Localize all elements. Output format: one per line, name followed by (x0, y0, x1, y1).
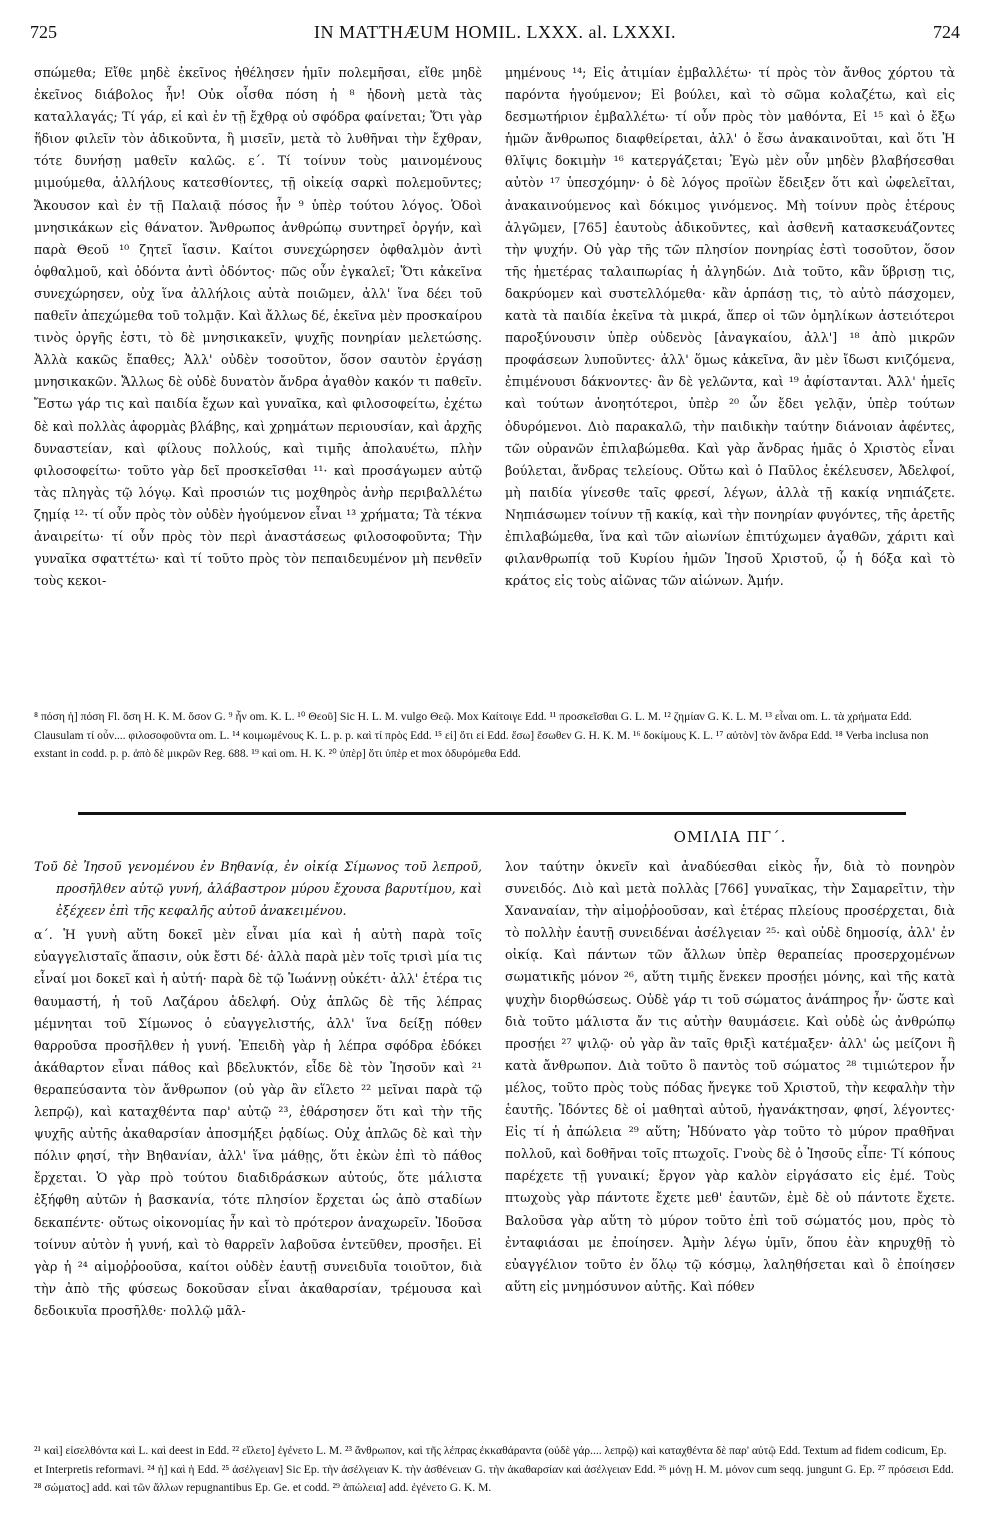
page-number-right: 724 (933, 22, 960, 42)
running-title: IN MATTHÆUM HOMIL. LXXX. al. LXXXI. (314, 22, 676, 42)
section-divider (78, 812, 906, 815)
running-header (30, 22, 960, 48)
homily-title: ΟΜΙΛΙΑ ΠΓ΄. (673, 828, 787, 846)
top-left-column (34, 62, 482, 592)
bottom-left-column (34, 856, 482, 1322)
homily-title-block (505, 826, 955, 852)
top-left-text: σπώμεθα; Εἴθε μηδὲ ἐκεῖνος ἠθέλησεν ἡμῖν πολεμῆσαι, εἴθε μηδὲ ἐκεῖνος διάβολος ἦν! Οὐκ οἶσθα πόση ἡ ⁸ ἡδονὴ μετὰ τὰς καταλλαγάς; Τί γάρ, εἰ καὶ ἐν τῇ ἔχθρᾳ οὐ σφόδρα φαίνεται; Ὅτι γὰρ ἥδιον φιλεῖν τὸν ἀδικοῦντα, ἢ μισεῖν, μετὰ τὸ λυθῆναι τὴν ἔχθραν, τότε δυνήσῃ μαθεῖν καλῶς. ε΄. Τί τοίνυν τοὺς μαινομένους μιμούμεθα, ἀλλήλους κατεσθίοντες, τῇ οἰκείᾳ σαρκὶ πολεμοῦντες; Ἄκουσον καὶ ἐν τῇ Παλαιᾷ πόσος ἦν ⁹ ὑπὲρ τούτου λόγος. Ὁδοὶ μνησικάκων εἰς θάνατον. Ἄνθρωπος ἀνθρώπῳ συντηρεῖ ὀργήν, καὶ παρὰ Θεοῦ ¹⁰ ζητεῖ ἴασιν. Καίτοι συνεχώρησεν ὀφθαλμὸν ἀντὶ ὀφθαλμοῦ, καὶ ὀδόντα ἀντὶ ὀδόντος· πῶς οὖν ἐγκαλεῖ; Ὅτι κἀκεῖνα συνεχώρησεν, οὐχ ἵνα ἀλλήλοις αὐτὰ ποιῶμεν, ἀλλ' ἵνα δέει τοῦ παθεῖν ἀπεχώμεθα τοῦ τολμᾷν. Καὶ ἄλλως δέ, ἐκεῖνα μὲν προσκαίρου τινὸς ὀργῆς ἐστι, τὸ δὲ μνησικακεῖν, ψυχῆς πονηρίαν μελετώσης. Ἀλλὰ κακῶς ἔπαθες; Ἀλλ' οὐδὲν τοσοῦτον, ὅσον σαυτὸν ἐργάσῃ μνησικακῶν. Ἄλλως δὲ οὐδὲ δυνατὸν ἄνδρα ἀγαθὸν κακόν τι παθεῖν. Ἔστω γάρ τις καὶ παιδία ἔχων καὶ γυναῖκα, καὶ φιλοσοφείτω, ἐχέτω δὲ καὶ πολλὰς ἀφορμὰς βλάβης, καὶ χρημάτων περιουσίαν, καὶ ἀρχῆς δυναστείαν, καὶ φίλους πολλούς, καὶ τιμῆς ἀπολαυέτω, πλὴν φιλοσοφείτω· τοῦτο γὰρ δεῖ προσκεῖσθαι ¹¹· καὶ προσάγωμεν αὐτῷ τὰς πληγὰς τῷ λόγῳ. Καὶ προσιών τις μοχθηρὸς ἀνὴρ περιβαλλέτω ζημίᾳ ¹²· τί οὖν πρὸς τὸν οὐδὲν ἡγούμενον εἶναι ¹³ χρήματα; Τὰ τέκνα ἀναιρείτω· τί οὖν πρὸς τὸν περὶ ἀναστάσεως φιλοσοφοῦντα; Τὴν γυναῖκα σφαττέτω· καὶ τί τοῦτο πρὸς τὸν πεπαιδευμένον μὴ πενθεῖν τοὺς κεκοι- (34, 65, 483, 589)
bottom-left-text: α΄. Ἡ γυνὴ αὕτη δοκεῖ μὲν εἶναι μία καὶ ἡ αὐτὴ παρὰ τοῖς εὐαγγελισταῖς ἅπασιν, οὐκ ἔστι δέ· ἀλλὰ παρὰ μὲν τοῖς τρισὶ μία τις εἶναί μοι δοκεῖ καὶ ἡ αὐτή· παρὰ δὲ τῷ Ἰωάννῃ οὐκέτι· ἀλλ' ἑτέρα τις θαυμαστή, ἡ τοῦ Λαζάρου ἀδελφή. Οὐχ ἁπλῶς δὲ τῆς λέπρας μέμνηται τοῦ Σίμωνος ὁ εὐαγγελιστής, ἀλλ' ἵνα δείξῃ πόθεν θαρροῦσα προσῆλθεν ἡ γυνή. Ἐπειδὴ γὰρ ἡ λέπρα σφόδρα ἐδόκει ἀκάθαρτον εἶναι πάθος καὶ βδελυκτόν, εἶδε δὲ τὸν Ἰησοῦν καὶ ²¹ θεραπεύσαντα τὸν ἄνθρωπον (οὐ γὰρ ἂν εἵλετο ²² μεῖναι παρὰ τῷ λεπρῷ), καὶ καταχθέντα παρ' αὐτῷ ²³, ἐθάρσησεν ὅτι καὶ τὴν τῆς ψυχῆς αὐτῆς ἀκαθαρσίαν ἀποσμήξει ῥᾳδίως. Οὐχ ἁπλῶς δὲ καὶ τὴν πόλιν φησί, τὴν Βηθανίαν, ἀλλ' ἵνα μάθῃς, ὅτι ἐκὼν ἐπὶ τὸ πάθος ἔρχεται. Ὁ γὰρ πρὸ τούτου διαδιδράσκων αὐτούς, ὅτε μάλιστα ἐξήφθη αὐτῶν ἡ βασκανία, τότε πλησίον ἔρχεται ὡς ἀπὸ σταδίων δεκαπέντε· οὕτως οἰκονομίας ἦν καὶ τὸ πρότερον ἀναχωρεῖν. Ἰδοῦσα τοίνυν αὐτὸν ἡ γυνή, καὶ τὸ θαρρεῖν λαβοῦσα ἐντεῦθεν, προσῆει. Εἰ γὰρ ἡ ²⁴ αἱμοῤῥοοῦσα, καίτοι οὐδὲν ἑαυτῇ συνειδυῖα τοιοῦτον, διὰ τὴν ἀπὸ τῆς φύσεως δοκοῦσαν εἶναι ἀκαθαρσίαν, τρέμουσα καὶ δεδοικυῖα προσῆλθε· πολλῷ μᾶλ- (34, 927, 482, 1318)
top-footnotes: ⁸ πόση ἡ] πόση Fl. ὅση H. K. M. ὅσον G. ⁹ ἦν om. K. L. ¹⁰ Θεοῦ] Sic H. L. M. vulgo Θεῷ. Mox Καίτοιγε Edd. ¹¹ προσκεῖσθαι G. L. M. ¹² ζημίαν G. K. L. M. ¹³ εἶναι om. L. τὰ χρήματα Edd. Clausulam τί οὖν.... φιλοσοφοῦντα om. L. ¹⁴ κοιμωμένους K. L. p. p. καὶ τί πρὸς Edd. ¹⁵ εἰ] ὅτι εἰ Edd. ἔσω] ἔσωθεν G. H. K. M. ¹⁶ δοκίμους K. L. ¹⁷ αὐτὸν] τὸν ἄνδρα Edd. ¹⁸ Verba inclusa non exstant in codd. p. p. ἀπὸ δὲ μικρῶν Reg. 688. ¹⁹ καὶ om. H. K. ²⁰ ὑπὲρ] ὅτι ὑπὲρ et mox ὀδυρόμεθα Edd. (34, 710, 929, 760)
homily-lead-verse: Τοῦ δὲ Ἰησοῦ γενομένου ἐν Βηθανίᾳ, ἐν οἰκίᾳ Σίμωνος τοῦ λεπροῦ, προσῆλθεν αὐτῷ γυνή, ἀλάβαστρον μύρου ἔχουσα βαρυτίμου, καὶ ἐξέχεεν ἐπὶ τῆς κεφαλῆς αὐτοῦ ἀνακειμένου. (34, 859, 482, 919)
bottom-right-text: λον ταύτην ὀκνεῖν καὶ ἀναδύεσθαι εἰκὸς ἦν, διὰ τὸ πονηρὸν συνειδός. Διὸ καὶ μετὰ πολλὰς [766] γυναῖκας, τὴν Σαμαρεῖτιν, τὴν Χαναναίαν, τὴν αἱμοῤῥοοῦσαν, καὶ ἑτέρας πλείους προσέρχεται, διὰ τὸ πολλὴν ἑαυτῇ συνειδέναι ἀσέλγειαν ²⁵· καὶ οὐδὲ δημοσίᾳ, ἀλλ' ἐν οἰκίᾳ. Καὶ πάντων τῶν ἄλλων ὑπὲρ θεραπείας προσερχομένων σωματικῆς μόνον ²⁶, αὕτη τιμῆς ἕνεκεν προσῄει μόνης, καὶ τῆς κατὰ ψυχὴν διορθώσεως. Οὐδὲ γάρ τι τοῦ σώματος ἀνάπηρος ἦν· ὥστε καὶ διὰ τοῦτο μάλιστα ἄν τις αὐτὴν θαυμάσειε. Καὶ οὐδὲ ὡς ἀνθρώπῳ προσῄει ²⁷ ψιλῷ· οὐ γὰρ ἂν ταῖς θριξὶ κατέμαξεν· ἀλλ' ὡς μείζονι ἢ κατὰ ἄνθρωπον. Διὰ τοῦτο ὃ παντὸς τοῦ σώματος ²⁸ τιμιώτερον ἦν μέλος, τοῦτο πρὸς τοὺς πόδας ἤνεγκε τοῦ Χριστοῦ, τὴν κεφαλὴν τὴν ἑαυτῆς. Ἰδόντες δὲ οἱ μαθηταὶ αὐτοῦ, ἠγανάκτησαν, φησί, λέγοντες· Εἰς τί ἡ ἀπώλεια ²⁹ αὕτη; Ἠδύνατο γὰρ τοῦτο τὸ μύρον πραθῆναι πολλοῦ, καὶ δοθῆναι τοῖς πτωχοῖς. Γνοὺς δὲ ὁ Ἰησοῦς εἶπε· Τί κόπους παρέχετε τῇ γυναικί; ἔργον γὰρ καλὸν εἰργάσατο εἰς ἐμέ. Τοὺς πτωχοὺς γὰρ πάντοτε ἔχετε μεθ' ἑαυτῶν, ἐμὲ δὲ οὐ πάντοτε ἔχετε. Βαλοῦσα γὰρ αὕτη τὸ μύρον τοῦτο ἐπὶ τοῦ σώματός μου, πρὸς τὸ ἐνταφιάσαι με ἐποίησεν. Ἀμὴν λέγω ὑμῖν, ὅπου ἐὰν κηρυχθῇ τὸ εὐαγγέλιον τοῦτο ἐν ὅλῳ τῷ κόσμῳ, λαληθήσεται καὶ ὃ ἐποίησεν αὕτη εἰς μνημόσυνον αὐτῆς. Καὶ πόθεν (505, 859, 955, 1294)
bottom-footnotes: ²¹ καὶ] εἰσελθόντα καὶ L. καὶ deest in Edd. ²² εἵλετο] ἐγένετο L. M. ²³ ἄνθρωπον, καὶ τῆς λέπρας ἐκκαθάραντα (οὐδὲ γάρ.... λεπρῷ) καὶ καταχθέντα δὲ παρ' αὐτῷ Edd. Textum ad fidem codicum, Ep. et Interpretis reformavi. ²⁴ ἡ] καὶ ἡ Edd. ²⁵ ἀσέλγειαν] Sic Ep. τὴν ἀσέλγειαν K. τὴν ἀσθένειαν G. τὴν ἀκαθαρσίαν καὶ ἀσέλγειαν Edd. ²⁶ μόνῃ H. M. μόνον cum seqq. jungunt G. Ep. ²⁷ πρόσεισι Edd. ²⁸ σώματος] add. καὶ τῶν ἄλλων repugnantibus Ep. Ge. et codd. ²⁹ ἀπώλεια] add. ἐγένετο G. K. M. (34, 1444, 954, 1494)
page-number-left: 725 (30, 22, 57, 42)
bottom-right-column (505, 856, 955, 1298)
top-right-column (505, 62, 955, 592)
top-right-text: μημένους ¹⁴; Εἰς ἀτιμίαν ἐμβαλλέτω· τί πρὸς τὸν ἄνθος χόρτου τὰ παρόντα ἡγούμενον; Εἰ βούλει, καὶ τὸ σῶμα κολαζέτω, καὶ εἰς δεσμωτήριον ἐμβαλλέτω· τί οὖν πρὸς τὸν μαθόντα, Εἰ ¹⁵ καὶ ὁ ἔξω ἡμῶν ἄνθρωπος διαφθείρεται, ἀλλ' ὁ ἔσω ἀνακαινοῦται, καὶ ὅτι Ἡ θλῖψις δοκιμὴν ¹⁶ κατεργάζεται; Ἐγὼ μὲν οὖν μηδὲν βλαβήσεσθαι αὐτὸν ¹⁷ ὑπεσχόμην· ὁ δὲ λόγος προϊὼν ἔδειξεν ὅτι καὶ ὠφελεῖται, ἀνακαινούμενος καὶ δόκιμος γινόμενος. Μὴ τοίνυν πρὸς ἑτέρους ἀλγῶμεν, [765] ἑαυτοὺς ἀδικοῦντες, καὶ ἀσθενῆ κατασκευάζοντες τὴν ψυχήν. Οὐ γὰρ τῆς τῶν πλησίον πονηρίας ἐστὶ τοσοῦτον, ὅσον τῆς ἡμετέρας ταλαιπωρίας ἡ ἀλγηδών. Διὰ τοῦτο, κἂν ὕβρισῃ τις, δακρύομεν καὶ συστελλόμεθα· κἂν ἁρπάσῃ τις, τὸ αὐτὸ πάσχομεν, κατὰ τὰ παιδία ἐκεῖνα τὰ μικρά, ἅπερ οἱ τῶν ὁμηλίκων ἀστειότεροι παροξύνουσιν ὑπὲρ οὐδενὸς [ἀναγκαίου, ἀλλ'] ¹⁸ ἀπὸ μικρῶν προφάσεων λυποῦντες· ἀλλ' ὅμως κἀκεῖνα, ἂν μὲν ἴδωσι κνιζόμενα, ἐπιμένουσι δάκνοντες· ἂν δὲ γελῶντα, καὶ ¹⁹ ἀφίστανται. Ἀλλ' ἡμεῖς καὶ τούτων ἀνοητότεροι, ὑπὲρ ²⁰ ὧν ἔδει γελᾷν, ὑπὲρ τούτων ὀδυρόμενοι. Διὸ παρακαλῶ, τὴν παιδικὴν ταύτην διάνοιαν ἀφέντες, τῶν οὐρανῶν ἐπιλαβώμεθα. Καὶ γὰρ ἄνδρας ἡμᾶς ὁ Χριστὸς εἶναι βούλεται, ἄνδρας τελείους. Οὕτω καὶ ὁ Παῦλος ἐκέλευσεν, Ἀδελφοί, μὴ παιδία γίνεσθε ταῖς φρεσί, λέγων, ἀλλὰ τῇ κακίᾳ νηπιάζετε. Νηπιάσωμεν τοίνυν τῇ κακίᾳ, καὶ τὴν πονηρίαν φυγόντες, τῆς ἀρετῆς ἐπιλαβώμεθα, ἵνα καὶ τῶν αἰωνίων ἐπιτύχωμεν ἀγαθῶν, χάριτι καὶ φιλανθρωπίᾳ τοῦ Κυρίου ἡμῶν Ἰησοῦ Χριστοῦ, ᾧ ἡ δόξα καὶ τὸ κράτος εἰς τοὺς αἰῶνας τῶν αἰώνων. Ἀμήν. (505, 65, 955, 589)
